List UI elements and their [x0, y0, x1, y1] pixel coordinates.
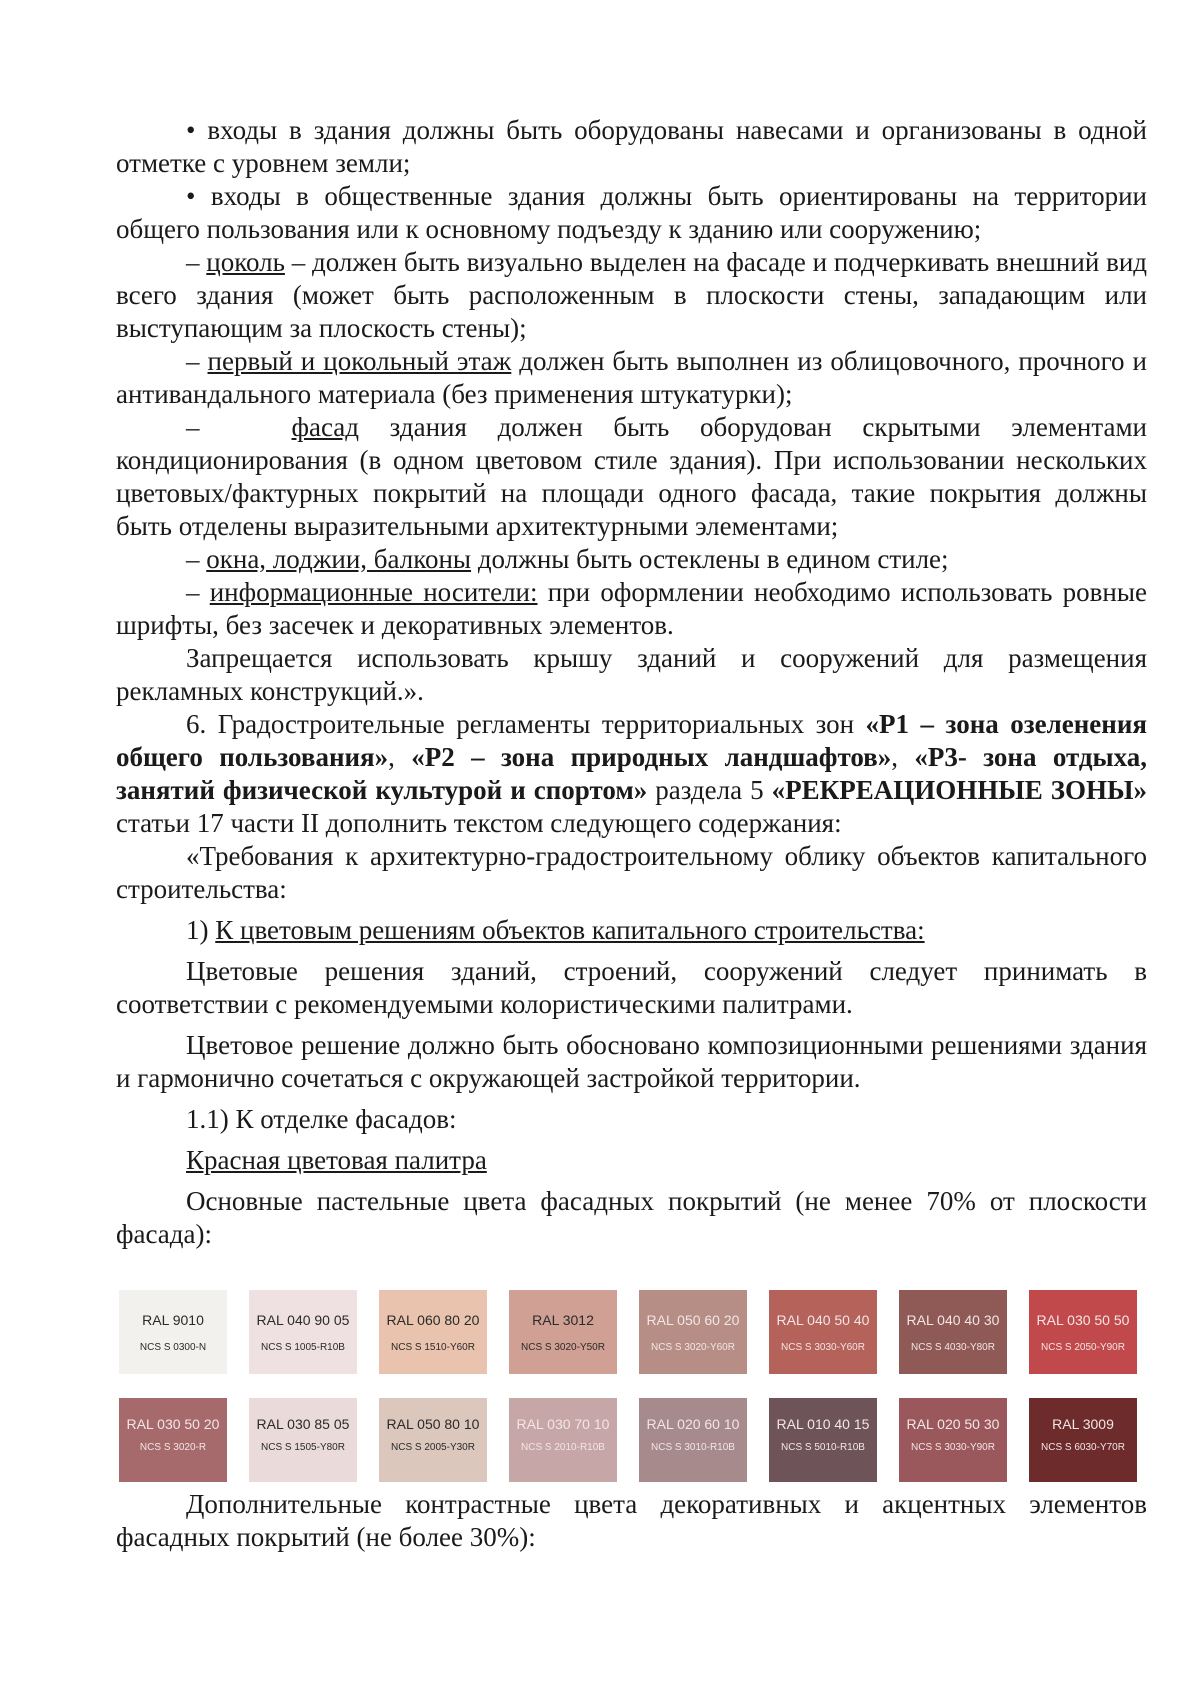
swatch-ral-code: RAL 040 90 05 [256, 1312, 350, 1328]
color-swatch [379, 1290, 487, 1374]
swatch-ncs-code: NCS S 3020-Y50R [521, 1342, 605, 1353]
para-text: раздела 5 [647, 775, 772, 805]
swatch-ncs-code: NCS S 0300-N [139, 1342, 207, 1353]
color-swatch [119, 1290, 227, 1374]
swatch-ncs-code: NCS S 6030-Y70R [1041, 1442, 1125, 1453]
color-swatch [379, 1398, 487, 1482]
palette-title-text: Красная цветовая палитра [186, 1145, 487, 1175]
para-text: , [891, 742, 915, 772]
zone-name: «Р2 – зона природных ландшафтов» [411, 742, 892, 772]
dash-icon: – [186, 412, 200, 442]
dash-item [116, 411, 1147, 543]
swatch-ral-code: RAL 3009 [1052, 1416, 1114, 1432]
term-underlined: первый и цокольный этаж [207, 346, 512, 376]
color-swatch [509, 1398, 617, 1482]
dash-icon: – [186, 346, 200, 376]
bullet-icon: • [186, 115, 196, 145]
main-colors-paragraph: Основные пастельные цвета фасадных покрытий (не менее 70% от плоскости фасада): [116, 1186, 1147, 1249]
heading-facades: 1.1) К отделке фасадов: [186, 1104, 457, 1134]
color-swatch [899, 1398, 1007, 1482]
swatch-ncs-code: NCS S 1505-Y80R [261, 1442, 345, 1453]
term-underlined: цоколь [206, 247, 285, 277]
swatch-ncs-code: NCS S 3020-Y60R [651, 1342, 735, 1353]
swatch-row-2 [119, 1398, 1143, 1482]
swatch-ral-code: RAL 9010 [142, 1312, 204, 1328]
bullet-item [116, 180, 1147, 246]
swatch-ral-code: RAL 020 50 30 [906, 1416, 1000, 1432]
item-text: должны быть остеклены в едином стиле; [471, 544, 949, 574]
bullet-text: входы в общественные здания должны быть ориентированы на территории общего пользования или к основному подъезду к зданию или сооружению; [116, 181, 1148, 244]
swatch-ral-code: RAL 050 80 10 [386, 1416, 480, 1432]
swatch-ncs-code: NCS S 3030-Y60R [781, 1342, 865, 1353]
dash-item [116, 246, 1147, 345]
swatch-ncs-code: NCS S 3030-Y90R [911, 1442, 995, 1453]
dash-item [116, 543, 1147, 576]
color-swatch [639, 1290, 747, 1374]
swatch-ral-code: RAL 030 50 20 [126, 1416, 220, 1432]
section-6-paragraph [116, 708, 1147, 840]
zone-name: «Р3- зона отдыха, занятий физической культурой и спортом» [116, 742, 1147, 805]
swatch-ncs-code: NCS S 2005-Y30R [391, 1442, 475, 1453]
para-text: 6. Градостроительные регламенты территориальных зон [186, 709, 866, 739]
swatch-ncs-code: NCS S 3020-R [139, 1442, 207, 1453]
color-swatch [1029, 1290, 1137, 1374]
bullet-icon: • [186, 181, 196, 211]
dash-icon: – [186, 577, 200, 607]
para-text: статьи 17 части II дополнить текстом следующего содержания: [116, 808, 842, 838]
item-text: при оформлении необходимо использовать ровные шрифты, без засечек и декоративных элементов. [116, 577, 1148, 640]
item-text: должен быть выполнен из облицовочного, прочного и антивандального материала (без применения штукатурки); [116, 346, 1147, 409]
swatch-ncs-code: NCS S 4030-Y80R [911, 1342, 995, 1353]
heading-number: 1) [186, 915, 216, 945]
item-text: – должен быть визуально выделен на фасаде и подчеркивать внешний вид всего здания (может быть расположенным в плоскости стены, западающим или выступающим за плоскость стены); [116, 247, 1148, 343]
bullet-item [116, 114, 1147, 180]
palette-title [116, 1144, 1147, 1177]
dash-item [116, 345, 1147, 411]
requirements-paragraph: «Требования к архитектурно-градостроительному облику объектов капитального строительства: [116, 841, 1147, 904]
heading-text: К цветовым решениям объектов капитального строительства: [215, 915, 925, 945]
color-swatch [769, 1398, 877, 1482]
color-swatch [249, 1398, 357, 1482]
color-swatch [639, 1398, 747, 1482]
term-underlined: информационные носители: [209, 577, 538, 607]
swatch-ncs-code: NCS S 2010-R10B [521, 1442, 605, 1453]
zone-name: «Р1 – зона озеленения общего пользования» [116, 709, 1148, 772]
heading-color-solutions [116, 914, 1147, 947]
swatch-ral-code: RAL 050 60 20 [646, 1312, 740, 1328]
document-tail [116, 1488, 1147, 1554]
color-swatch [899, 1290, 1007, 1374]
color-swatch [509, 1290, 617, 1374]
dash-icon: – [186, 247, 200, 277]
swatch-ral-code: RAL 040 40 30 [906, 1312, 1000, 1328]
bullet-text: входы в здания должны быть оборудованы навесами и организованы в одной отметке с уровнем земли; [116, 115, 1147, 178]
color-paragraph-2: Цветовое решение должно быть обосновано композиционными решениями здания и гармонично сочетаться с окружающей застройкой территории. [116, 1030, 1147, 1093]
swatch-ncs-code: NCS S 1510-Y60R [391, 1342, 475, 1353]
swatch-ncs-code: NCS S 5010-R10B [781, 1442, 865, 1453]
swatch-ral-code: RAL 010 40 15 [776, 1416, 870, 1432]
swatch-ncs-code: NCS S 3010-R10B [651, 1442, 735, 1453]
swatch-ral-code: RAL 030 50 50 [1036, 1312, 1130, 1328]
swatch-ral-code: RAL 030 70 10 [516, 1416, 610, 1432]
term-underlined: фасад [291, 412, 360, 442]
swatch-ncs-code: NCS S 1005-R10B [261, 1342, 345, 1353]
swatch-ral-code: RAL 040 50 40 [776, 1312, 870, 1328]
dash-item [116, 576, 1147, 642]
swatch-ral-code: RAL 030 85 05 [256, 1416, 350, 1432]
item-text: здания должен быть оборудован скрытыми элементами кондиционирования (в одном цветовом стиле здания). При использовании нескольких цветовых/фактурных покрытий на площади одного фасада, такие покрытия должны быть отделены выразительными архитектурными элементами; [116, 412, 1147, 541]
color-swatch [249, 1290, 357, 1374]
extra-colors-paragraph: Дополнительные контрастные цвета декоративных и акцентных элементов фасадных покрытий (не более 30%): [116, 1489, 1147, 1552]
document-body [116, 114, 1147, 1251]
term-underlined: окна, лоджии, балконы [206, 544, 472, 574]
color-swatch [119, 1398, 227, 1482]
section-name: «РЕКРЕАЦИОННЫЕ ЗОНЫ» [771, 775, 1148, 805]
color-swatch [1029, 1398, 1137, 1482]
color-paragraph-1: Цветовые решения зданий, строений, сооружений следует принимать в соответствии с рекомендуемыми колористическими палитрами. [116, 956, 1147, 1019]
roof-paragraph: Запрещается использовать крышу зданий и сооружений для размещения рекламных конструкций.». [116, 643, 1147, 706]
para-text: , [388, 742, 412, 772]
swatch-row-1 [119, 1290, 1143, 1374]
swatch-ncs-code: NCS S 2050-Y90R [1041, 1342, 1125, 1353]
swatch-ral-code: RAL 020 60 10 [646, 1416, 740, 1432]
swatch-ral-code: RAL 3012 [532, 1312, 594, 1328]
swatch-ral-code: RAL 060 80 20 [386, 1312, 480, 1328]
dash-icon: – [186, 544, 200, 574]
color-swatch [769, 1290, 877, 1374]
